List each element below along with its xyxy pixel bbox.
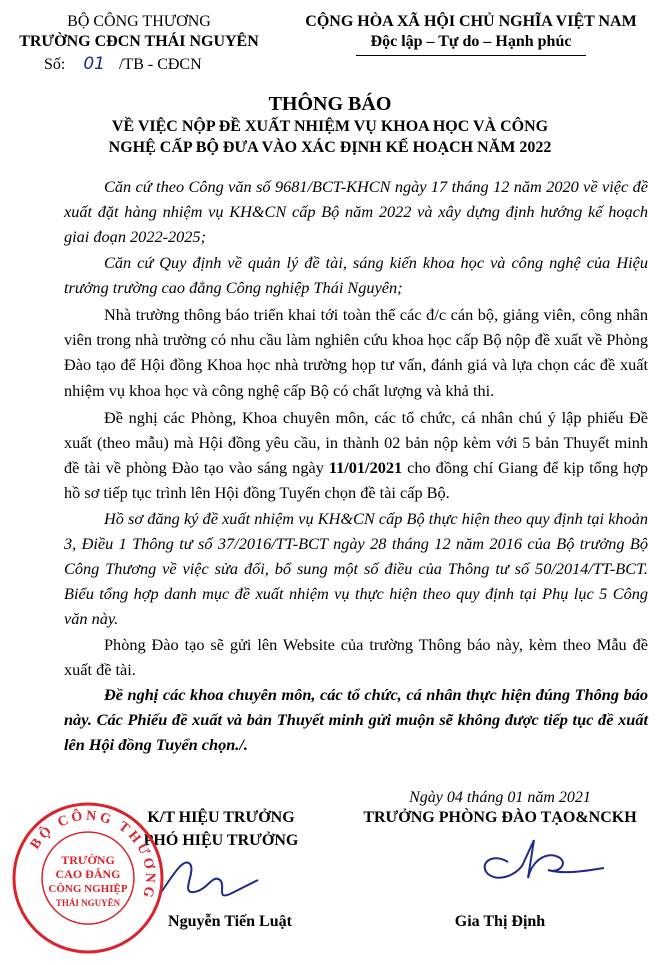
paragraph-legal-basis-2: Căn cứ Quy định về quản lý đề tài, sáng kiến khoa học và công nghệ của Hiệu trưởng trường cao đẳng Công nghiệp Thái Nguyên; <box>64 252 648 297</box>
handwritten-signature-icon <box>470 830 610 890</box>
stamp-ring-text: BỘ CÔNG THƯƠNG <box>27 808 158 902</box>
left-signature-mark <box>150 850 270 915</box>
right-signer-title: TRƯỞNG PHÒNG ĐÀO TẠO&NCKH <box>363 809 637 826</box>
deadline-date: 11/01/2021 <box>328 458 403 478</box>
subtitle-line-2: NGHỆ CẤP BỘ ĐƯA VÀO XÁC ĐỊNH KẾ HOẠCH NĂM 2022 <box>108 139 552 156</box>
document-number <box>44 54 284 75</box>
number-suffix: /TB - CĐCN <box>118 56 202 73</box>
header-right <box>296 12 646 52</box>
header-left <box>14 12 264 52</box>
left-signer-title-2: PHÓ HIỆU TRƯỞNG <box>143 832 299 849</box>
left-signer-name: Nguyễn Tiến Luật <box>168 913 292 930</box>
paragraph-request <box>64 405 648 506</box>
school-name: TRƯỜNG CĐCN THÁI NGUYÊN <box>19 33 259 50</box>
paragraph-announcement: Nhà trường thông báo triển khai tới toàn thể các đ/c cán bộ, giảng viên, công nhân viên trong nhà trường có nhu cầu làm nghiên cứu khoa học cấp Bộ nộp đề xuất về Phòng Đào tạo để Hội đồng Khoa học nhà trường họp tư vấn, đánh giá và lựa chọn các đề xuất nhiệm vụ khoa học và công nghệ cấp Bộ có chất lượng và khả thi. <box>64 305 648 400</box>
request-text-2: cho đồng chí Giang để kịp tổng hợp hồ sơ tiếp tục trình lên Hội đồng Tuyển chọn đề tài cấp Bộ. <box>64 458 649 503</box>
paragraph-legal-basis-1: Căn cứ theo Công văn số 9681/BCT-KHCN ngày 17 tháng 12 năm 2020 về việc đề xuất đặt hàng nhiệm vụ KH&CN cấp Bộ năm 2022 và xây dựng định hướng kế hoạch giai đoạn 2022-2025; <box>64 177 648 247</box>
right-signature-mark <box>470 830 610 895</box>
subtitle-line-1: VỀ VIỆC NỘP ĐỀ XUẤT NHIỆM VỤ KHOA HỌC VÀ CÔNG <box>111 118 549 135</box>
right-signer-name: Gia Thị Định <box>454 913 546 930</box>
request-text-1: Đề nghị các Phòng, Khoa chuyên môn, các tổ chức, cá nhân chú ý lập phiếu Đề xuất (theo mẫu) mà Hội đồng yêu cầu, in thành 02 bản nộp kèm với 5 bản Thuyết minh đề tài về phòng Đào tạo vào sáng ngày <box>64 407 648 478</box>
signing-date: Ngày 04 tháng 01 năm 2021 <box>409 789 591 806</box>
stamp-line-1: TRƯỜNG <box>61 853 115 867</box>
national-motto: Độc lập – Tự do – Hạnh phúc <box>370 33 572 50</box>
country-name: CỘNG HÒA XÃ HỘI CHỦ NGHĨA VIỆT NAM <box>305 13 637 30</box>
stamp-line-2: CAO ĐẲNG <box>55 867 121 881</box>
paragraph-website: Phòng Đào tạo sẽ gửi lên Website của trường Thông báo này, kèm theo Mẫu đề xuất đề tài. <box>64 634 648 679</box>
notice-body <box>64 174 648 758</box>
notice-subtitle <box>30 116 630 158</box>
paragraph-final-request: Đề nghị các khoa chuyên môn, các tổ chức, cá nhân thực hiện đúng Thông báo này. Các Phiếu đề xuất và bản Thuyết minh gửi muộn sẽ không được tiếp tục đề xuất lên Hội đồng Tuyển chọn./. <box>64 685 648 755</box>
stamp-line-4: THÁI NGUYÊN <box>55 898 121 908</box>
notice-title: THÔNG BÁO <box>268 93 392 115</box>
number-label: Số: <box>44 56 66 73</box>
official-stamp <box>8 798 168 963</box>
motto-underline <box>356 55 586 56</box>
stamp-line-3: CÔNG NGHIỆP <box>48 883 128 895</box>
handwritten-signature-icon <box>150 850 270 910</box>
left-signer-title-1: K/T HIỆU TRƯỞNG <box>147 809 295 826</box>
ministry-name: BỘ CÔNG THƯƠNG <box>67 13 211 30</box>
number-value-handwritten: 01 <box>83 54 105 74</box>
paragraph-dossier: Hồ sơ đăng ký đề xuất nhiệm vụ KH&CN cấp Bộ thực hiện theo quy định tại khoản 3, Điều 1 Thông tư số 37/2016/TT-BCT ngày 28 tháng 12 năm 2016 của Bộ trưởng Bộ Công Thương về việc sửa đổi, bổ sung một số điều của Thông tư số 50/2014/TT-BCT. Biểu tổng hợp danh mục đề xuất nhiệm vụ thực hiện theo quy định tại Phụ lục 5 Công văn này. <box>64 508 648 629</box>
official-seal-icon <box>8 798 168 958</box>
